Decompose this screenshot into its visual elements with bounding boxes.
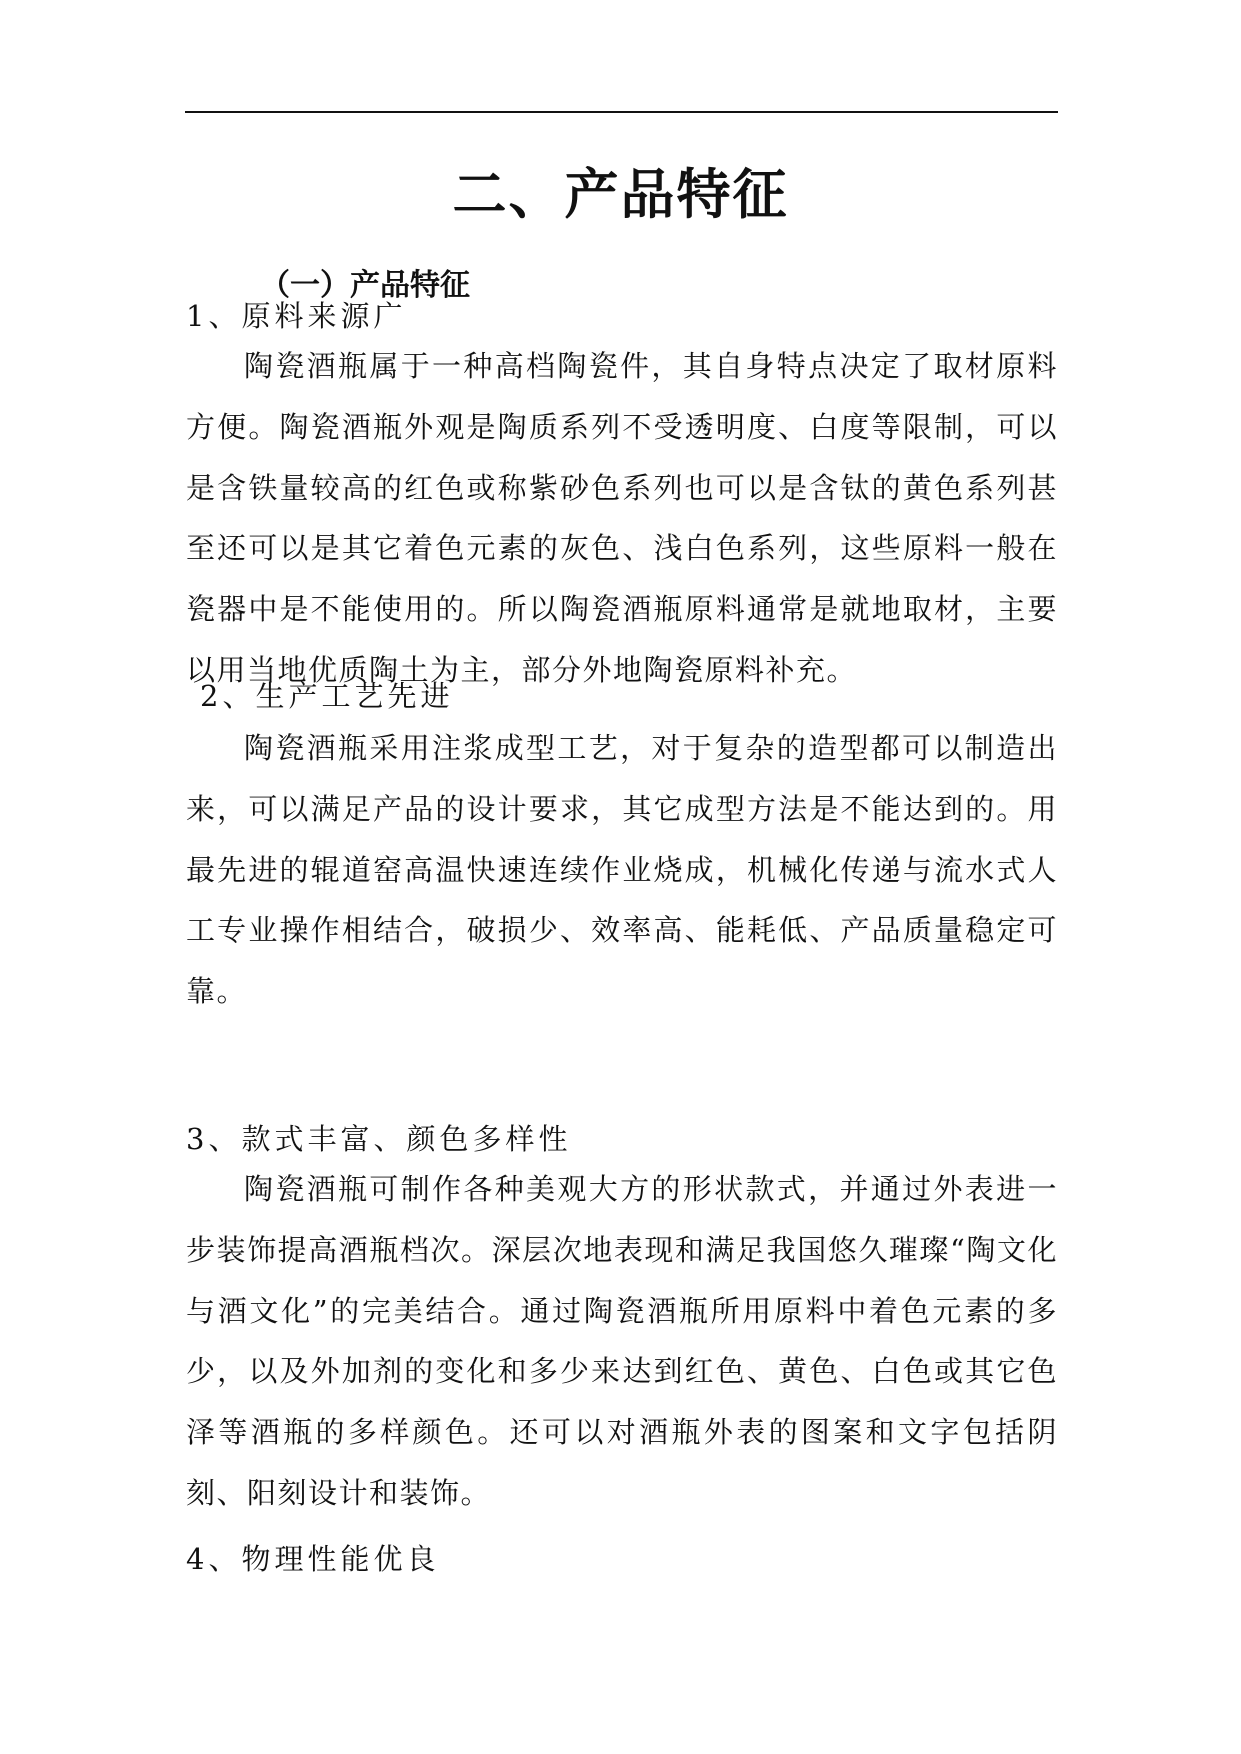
- item-heading-1: 1、原料来源广: [186, 299, 407, 333]
- item-body-3: 陶瓷酒瓶可制作各种美观大方的形状款式，并通过外表进一步装饰提高酒瓶档次。深层次地表现和满足我国悠久璀璨“陶文化与酒文化”的完美结合。通过陶瓷酒瓶所用原料中着色元素的多少，以及外加剂的变化和多少来达到红色、黄色、白色或其它色泽等酒瓶的多样颜色。还可以对酒瓶外表的图案和文字包括阴刻、阳刻设计和装饰。: [186, 1172, 1058, 1510]
- item-heading-3: 3、款式丰富、颜色多样性: [186, 1122, 572, 1156]
- subsection-title: （一）产品特征: [260, 268, 470, 303]
- item-body-1: 陶瓷酒瓶属于一种高档陶瓷件，其自身特点决定了取材原料方便。陶瓷酒瓶外观是陶质系列不受透明度、白度等限制，可以是含铁量较高的红色或称紫砂色系列也可以是含钛的黄色系列甚至还可以是其它着色元素的灰色、浅白色系列，这些原料一般在瓷器中是不能使用的。所以陶瓷酒瓶原料通常是就地取材，主要以用当地优质陶土为主，部分外地陶瓷原料补充。: [186, 349, 1058, 687]
- header-rule: [185, 111, 1058, 113]
- item-heading-2: 2、生产工艺先进: [200, 679, 454, 713]
- item-heading-4: 4、物理性能优良: [186, 1542, 440, 1576]
- section-title: 二、产品特征: [452, 163, 789, 226]
- item-body-2: 陶瓷酒瓶采用注浆成型工艺，对于复杂的造型都可以制造出来，可以满足产品的设计要求，其它成型方法是不能达到的。用最先进的辊道窑高温快速连续作业烧成，机械化传递与流水式人工专业操作相结合，破损少、效率高、能耗低、产品质量稳定可靠。: [186, 731, 1058, 1009]
